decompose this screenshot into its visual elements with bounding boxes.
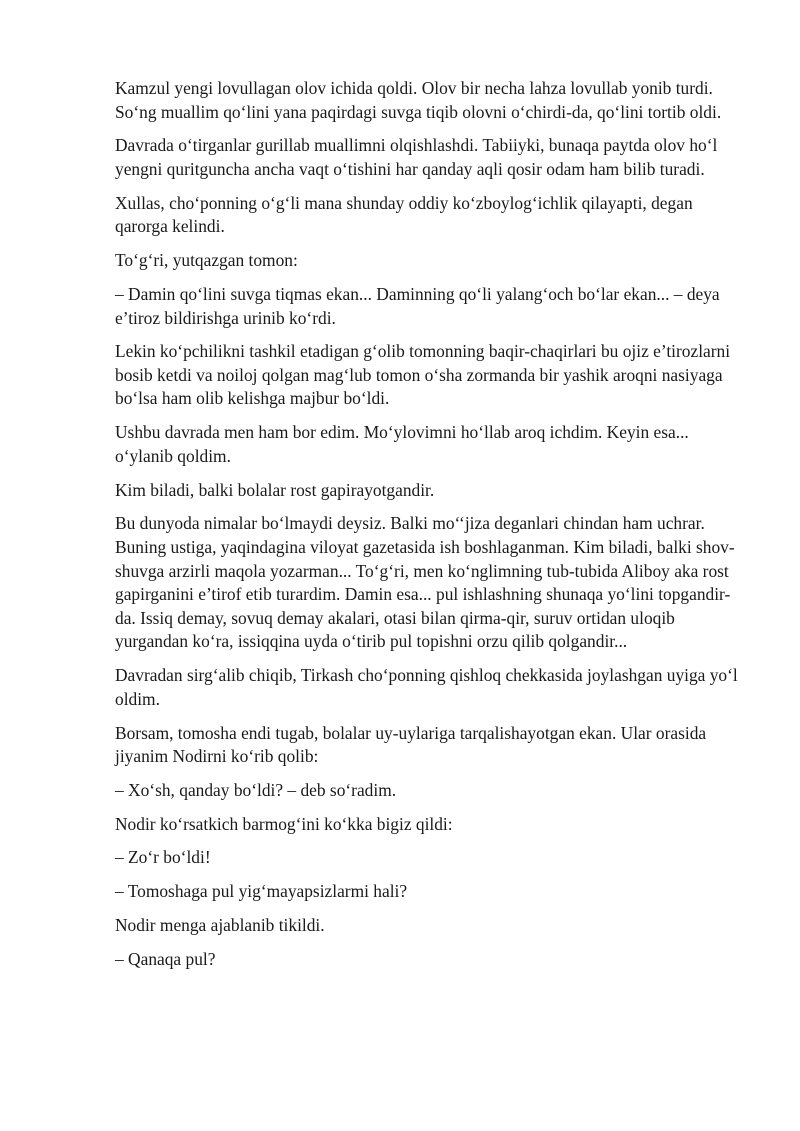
- paragraph: Kim biladi, balki bolalar rost gapirayotgandir.: [115, 479, 435, 500]
- paragraph: Nodir ko‘rsatkich barmog‘ini ko‘kka bigiz qildi:: [115, 813, 453, 834]
- paragraph: Xullas, cho‘ponning o‘g‘li mana shunday oddiy ko‘zboylog‘ichlik qilayapti, degan qarorga kelindi.: [115, 192, 693, 237]
- dialogue-line: – Damin qo‘lini suvga tiqmas ekan... Daminning qo‘li yalang‘och bo‘lar ekan... – deya e’tiroz bildirishga urinib ko‘rdi.: [115, 283, 720, 328]
- dialogue-line: – Qanaqa pul?: [115, 948, 216, 969]
- paragraph: Kamzul yengi lovullagan olov ichida qoldi. Olov bir necha lahza lovullab yonib turdi. So‘ng muallim qo‘lini yana paqirdagi suvga tiqib olovni o‘chirdi-da, qo‘lini tortib oldi.: [115, 78, 722, 122]
- document-body: [115, 77, 740, 971]
- paragraph: Nodir menga ajablanib tikildi.: [115, 915, 325, 936]
- dialogue-line: – Xo‘sh, qanday bo‘ldi? – deb so‘radim.: [115, 779, 397, 800]
- paragraph: Ushbu davrada men ham bor edim. Mo‘ylovimni ho‘llab aroq ichdim. Keyin esa... o‘ylanib qoldim.: [115, 422, 689, 466]
- paragraph: Borsam, tomosha endi tugab, bolalar uy-uylariga tarqalishayotgan ekan. Ular orasida jiyanim Nodirni ko‘rib qolib:: [115, 722, 707, 767]
- paragraph: Davrada o‘tirganlar gurillab muallimni olqishlashdi. Tabiiyki, bunaqa paytda olov ho‘l yengni quritguncha ancha vaqt o‘tishini har qanday aqli qosir odam ham bilib turadi.: [115, 135, 718, 179]
- dialogue-line: – Zo‘r bo‘ldi!: [115, 847, 211, 868]
- paragraph: Davradan sirg‘alib chiqib, Tirkash cho‘ponning qishloq chekkasida joylashgan uyiga yo‘l oldim.: [115, 665, 738, 709]
- paragraph: Lekin ko‘pchilikni tashkil etadigan g‘olib tomonning baqir-chaqirlari bu ojiz e’tirozlarni bosib ketdi va noiloj qolgan mag‘lub tomon o‘sha zormanda bir yashik aroqni nasiyaga bo‘lsa ham olib kelishga majbur bo‘ldi.: [115, 341, 731, 409]
- paragraph: Bu dunyoda nimalar bo‘lmaydi deysiz. Balki mo‘‘jiza deganlari chindan ham uchrar. Buning ustiga, yaqindagina viloyat gazetasida ish boshlaganman. Kim biladi, balki shov-shuvga arzirli maqola yozarman... To‘g‘ri, men ko‘nglimning tub-tubida Aliboy aka rost gapirganini e’tirof etib turardim. Damin esa... pul ishlashning shunaqa yo‘lini topgandir-da. Issiq demay, sovuq demay akalari, otasi bilan qirma-qir, suruv ortidan uloqib yurgandan ko‘ra, issiqqina uyda o‘tirib pul topishni orzu qilib qolgandir...: [115, 513, 735, 652]
- paragraph: To‘g‘ri, yutqazgan tomon:: [115, 250, 298, 271]
- dialogue-line: – Tomoshaga pul yig‘mayapsizlarmi hali?: [115, 881, 408, 902]
